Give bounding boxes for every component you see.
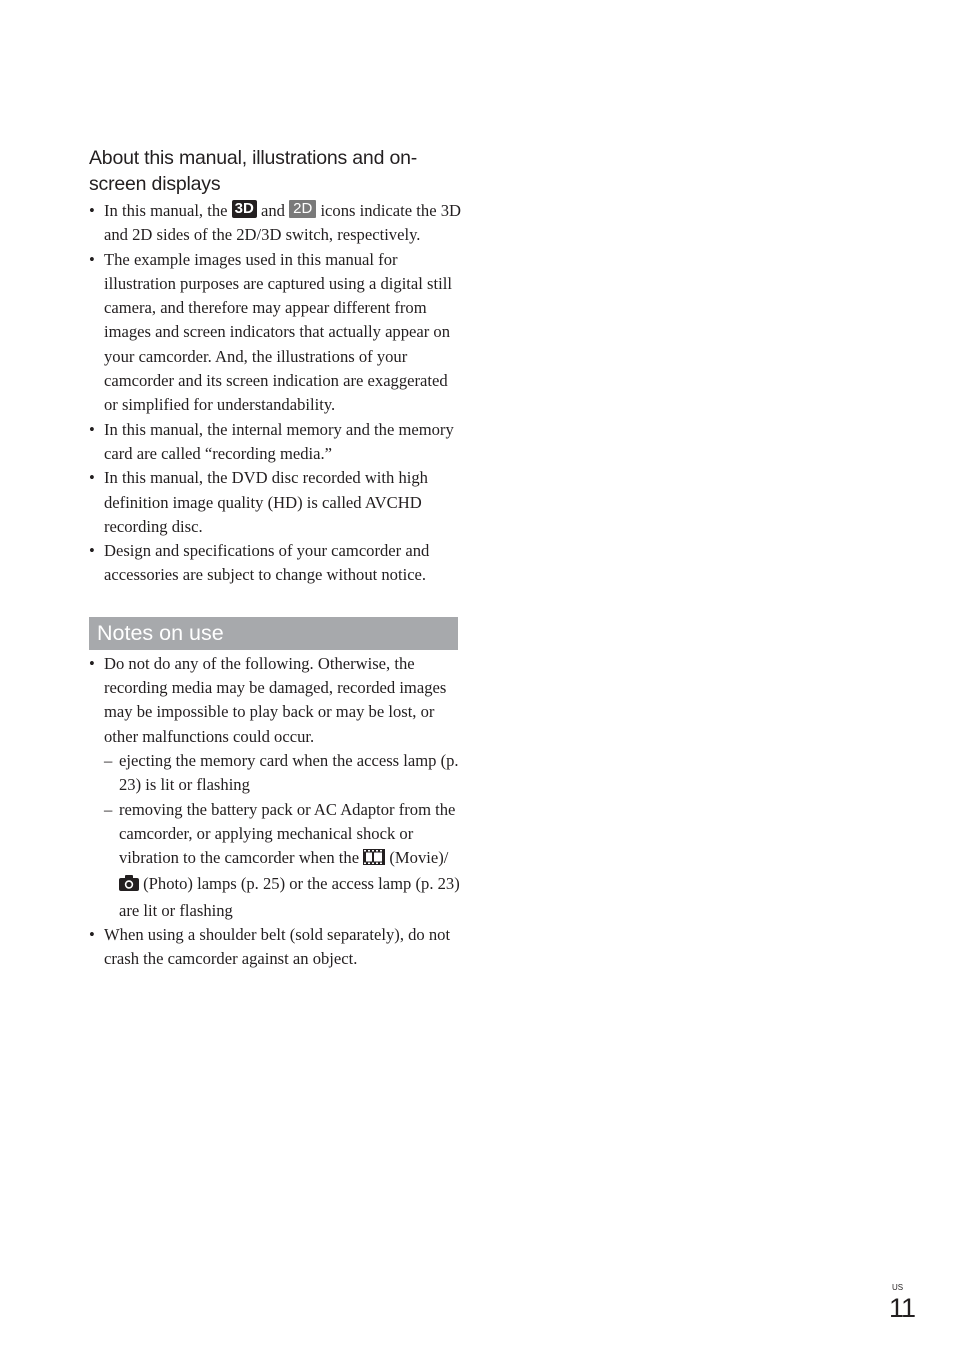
list-item: • The example images used in this manual for illustration purposes are captured using a digital still camera, and therefore may appear different from images and screen indicators that actually appear on your camcorder. And, the illustrations of your camcorder and its screen indication are exaggerated or simplified for understandability. — [89, 248, 461, 418]
list-item: • Design and specifications of your camcorder and accessories are subject to change without notice. — [89, 539, 461, 588]
region-label: US — [892, 1283, 904, 1292]
film-strip-icon — [363, 848, 385, 872]
list-item: • In this manual, the DVD disc recorded with high definition image quality (HD) is called AVCHD recording disc. — [89, 466, 461, 539]
2d-icon: 2D — [289, 200, 316, 218]
camera-icon — [119, 874, 139, 898]
list-item: • Do not do any of the following. Otherwise, the recording media may be damaged, recorded images may be impossible to play back or may be lost, or other malfunctions could occur. – ejecting the memory card when the access lamp (p. 23) is lit or flashing – removing the battery pack or AC Adaptor from the camcorder, or applying mechanical shock or vibration to the camcorder when the (Movie)/ (Photo) lamps (p. 25) or the access lamp (p. 23) are lit or flashing — [89, 652, 461, 923]
sub-list-item: – removing the battery pack or AC Adaptor from the camcorder, or applying mechanical shock or vibration to the camcorder when the (Movie)/ (Photo) lamps (p. 25) or the access lamp (p. 23) are lit or flashing — [104, 798, 461, 923]
about-manual-list — [89, 199, 461, 588]
main-column — [89, 145, 461, 972]
3d-icon: 3D — [232, 200, 257, 218]
page-number: 11 — [889, 1293, 916, 1323]
list-item: • In this manual, the 3D and 2D icons indicate the 3D and 2D sides of the 2D/3D switch, respectively. — [89, 199, 461, 248]
list-item: • In this manual, the internal memory and the memory card are called “recording media.” — [89, 418, 461, 467]
list-item: • When using a shoulder belt (sold separately), do not crash the camcorder against an object. — [89, 923, 461, 972]
notes-on-use-list — [89, 652, 461, 972]
sub-list — [104, 749, 461, 923]
sub-list-item: – ejecting the memory card when the access lamp (p. 23) is lit or flashing — [104, 749, 461, 798]
section-heading-about-manual: About this manual, illustrations and on-screen displays — [89, 147, 418, 195]
section-bar-notes-on-use: Notes on use — [89, 617, 458, 650]
page-number-block — [889, 1283, 915, 1323]
